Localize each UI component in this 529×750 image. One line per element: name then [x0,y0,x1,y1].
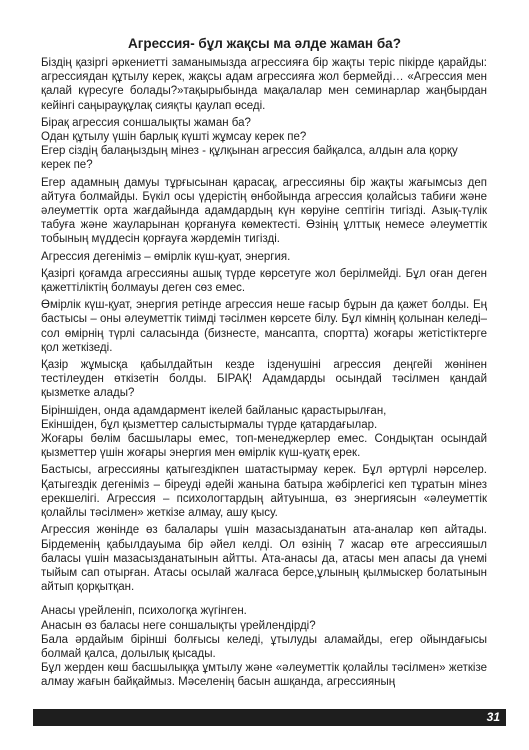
paragraph-5: Қазіргі қоғамда агрессияны ашық түрде көрсетуге жол берілмейді. Бұл оған деген қажеттіліктің болмауы деген сөз емес. [41,267,487,295]
paragraph-3: Егер адамның дамуы тұрғысынан қарасақ, агрессияны бір жақты жағымсыз деп айтуға болмайды. Бүкіл осы үдерістің өнбойында агрессия қолайсыз табиғи және әлеуметтік орта жағдайында адамдардың күн көруіне септігін тигізді. Азық-түлік табуға және жауларынан қорғануға көмектесті. Өзінің ұлттық немесе әлеуметтік тобының мүддесін қорғауға жәрдемін тигізді. [41,176,487,246]
paragraph-4: Агрессия дегеніміз – өмірлік күш-қуат, энергия. [41,250,291,263]
page-number: 31 [486,710,500,724]
paragraph-2: Бірақ агрессия соншалықты жаман ба? Одан құтылу үшін барлық күшті жұмсау керек пе? Егер сіздің балаңыздың мінез - құлқынан агрессия байқалса, алдын ала қорқу керек пе? [41,116,458,172]
paragraph-8: Біріншіден, онда адамдармент ікелей байланыс қарастырылған, Екіншіден, бұл қызметтер салыстырмалы түрде қатардағылар. Жоғары бөлім басшылары емес, топ-менеджерлер емес. Сондықтан осындай қызметтер үшін жоғары энергия мен өмірлік күш-қуатқ ерек. [41,404,487,460]
page-title: Агрессия- бұл жақсы ма әлде жаман ба? [128,36,401,51]
paragraph-7: Қазір жұмысқа қабылдайтын кезде ізденушіні агрессия деңгейі жөнінен тестілеуден өткізетін болды. БІРАҚ! Адамдарды осындай тәсілмен қандай қызметке алады? [41,359,487,400]
paragraph-10: Агрессия жөнінде өз балалары үшін мазасызданатын ата-аналар көп айтады. Бірдеменің қабылдауыма бір әйел келді. Ол өзінің 7 жасар өте агрессияшыл баласы үшін мазасызданатынын айтты. Ата-анасы да, атасы мен апасы да үнемі тыйым сап отырған. Атасы осылай жалғаса берсе,ұлының қылмыскер болатынын айтып қорқытқан. [41,524,487,594]
paragraph-9: Бастысы, агрессияны қатыгездікпен шатастырмау керек. Бұл әртүрлі нәрселер. Қатыгездік дегеніміз – біреуді әдейі жанына батыра жәбірлегісі кеп тұратын мінез ерекшелігі. Агрессия – психологтардың айтуынша, өз энергиясын «әлеуметтік қолайлы тәсілмен» жеткізе алмау, ашу қысу. [41,464,487,520]
paragraph-1: Біздің қазіргі әркениетті заманымызда агрессияға бір жақты теріс пікірде қарайды: агрессиядан құтылу керек, жақсы адам агрессияға жол бермейді… «Агрессия мен қалай күресуге болады?»тақырыбында мақалалар мен семинарлар жаңбырдан кейінгі саңырауқұлақ сияқты қаулап өседі. [41,57,487,112]
paragraph-11: Анасы үрейленіп, психологқа жүгінген. Анасын өз баласы неге соншалықты үрейлендірді? Бала әрдайым бірінші болғысы келеді, ұтылуды аламайды, егер ойындағысы болмай қалса, долылық қысады. Бұл жерден көш басшылыққа ұмтылу және «әлеуметтік қолайлы тәсілмен» жеткізе алмау жағын байқаймыз. Мәселенің басын ашқанда, агрессияның [41,605,487,689]
article-body [41,56,487,693]
footer-bar [33,709,506,726]
paragraph-6: Өмірлік күш-қуат, энергия ретінде агрессия неше ғасыр бұрын да қажет болды. Ең бастысы – оны әлеуметтік тиімді тәсілмен көрсете білу. Бұл кімнің қолынан келеді– сол өмірнің түрлі саласында (бизнесте, мансапта, спортта) жоғары жетістіктерге қол жеткізеді. [41,299,487,354]
